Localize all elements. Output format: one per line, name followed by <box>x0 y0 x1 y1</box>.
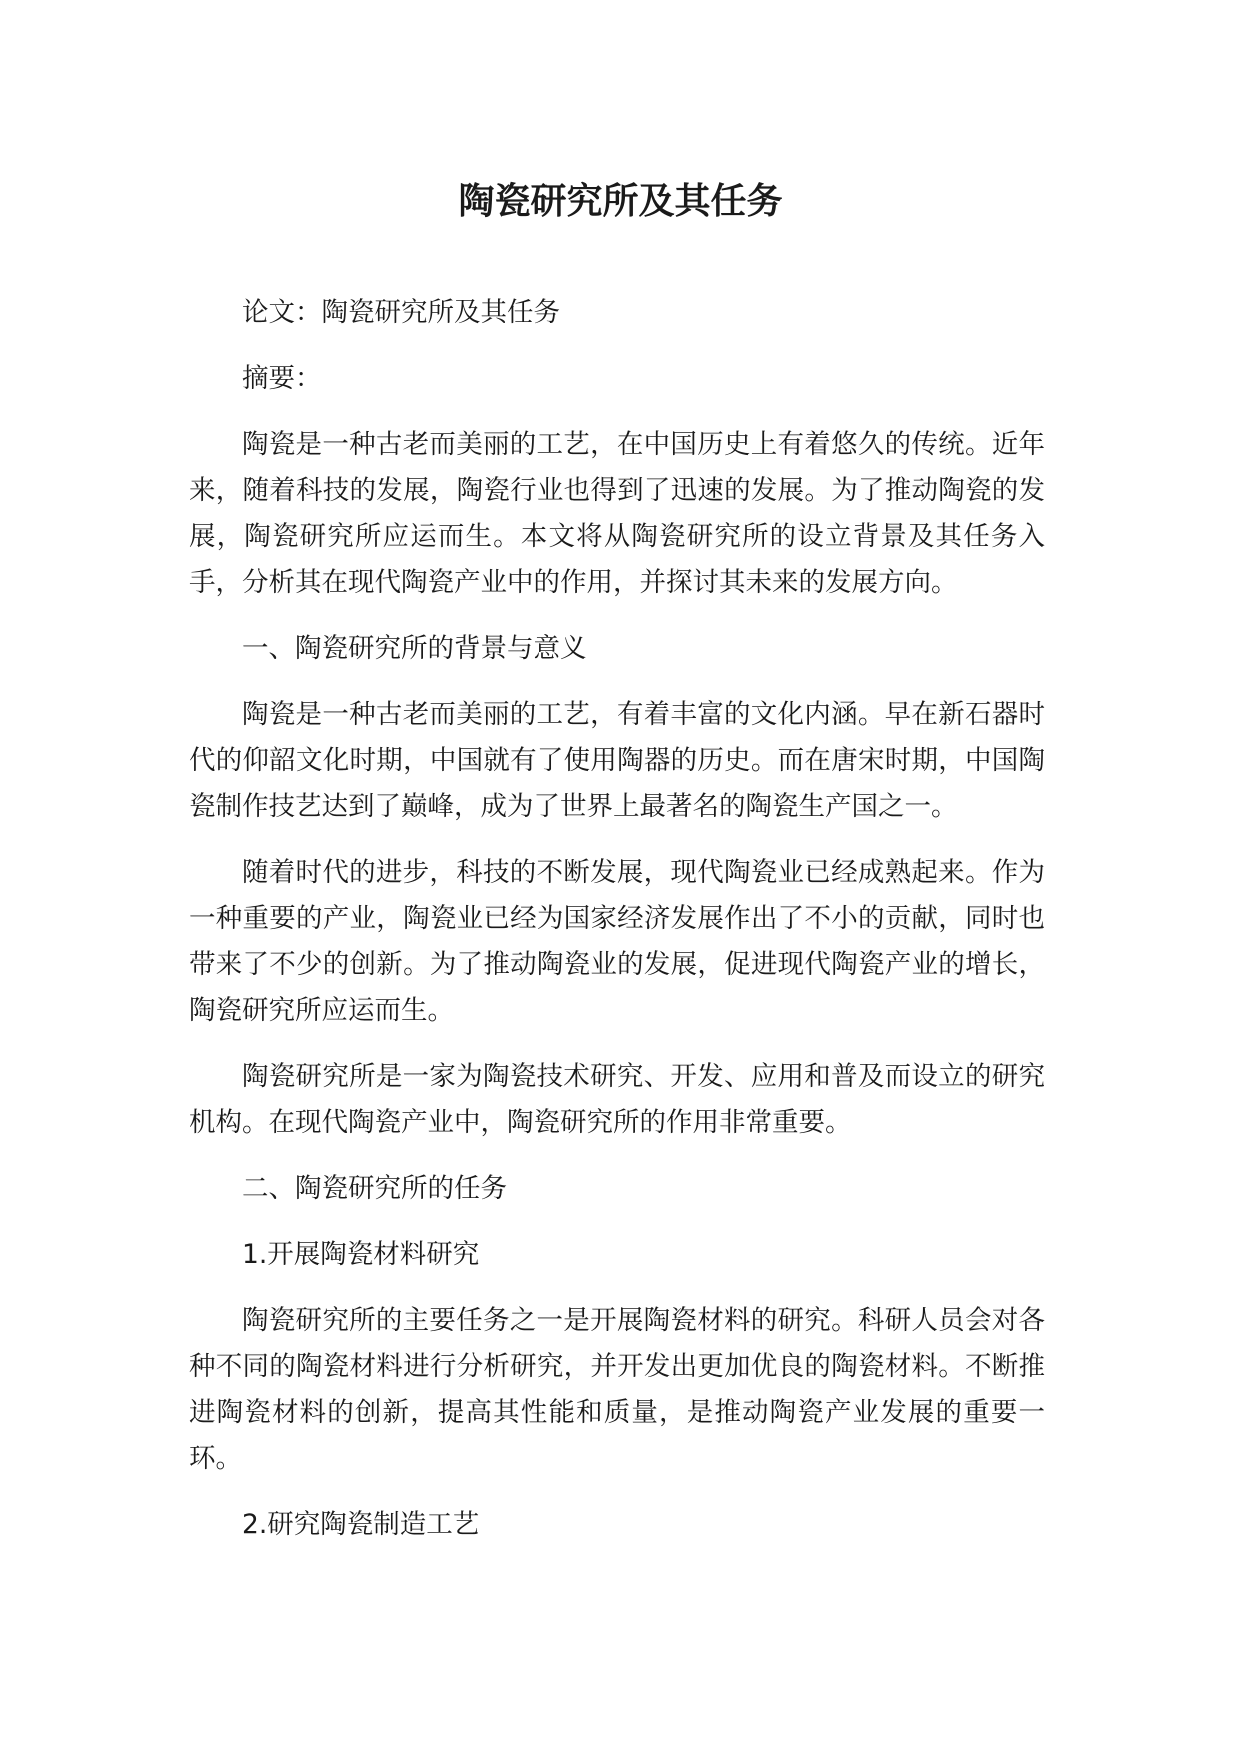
section-heading-1: 一、陶瓷研究所的背景与意义 <box>242 633 587 664</box>
document-title: 陶瓷研究所及其任务 <box>458 181 783 222</box>
document-body <box>189 290 1045 1568</box>
section-heading-2: 二、陶瓷研究所的任务 <box>242 1173 507 1204</box>
paper-label: 论文：陶瓷研究所及其任务 <box>242 297 560 328</box>
subsection-heading-2: 2.研究陶瓷制造工艺 <box>242 1509 480 1540</box>
body-paragraph: 陶瓷研究所是一家为陶瓷技术研究、开发、应用和普及而设立的研究机构。在现代陶瓷产业中，陶瓷研究所的作用非常重要。 <box>189 1061 1045 1138</box>
subsection-heading-1: 1.开展陶瓷材料研究 <box>242 1239 480 1270</box>
body-paragraph: 陶瓷是一种古老而美丽的工艺，有着丰富的文化内涵。早在新石器时代的仰韶文化时期，中国就有了使用陶器的历史。而在唐宋时期，中国陶瓷制作技艺达到了巅峰，成为了世界上最著名的陶瓷生产国之一。 <box>189 699 1045 822</box>
abstract-paragraph: 陶瓷是一种古老而美丽的工艺，在中国历史上有着悠久的传统。近年来，随着科技的发展，陶瓷行业也得到了迅速的发展。为了推动陶瓷的发展，陶瓷研究所应运而生。本文将从陶瓷研究所的设立背景及其任务入手，分析其在现代陶瓷产业中的作用，并探讨其未来的发展方向。 <box>189 429 1045 598</box>
body-paragraph: 随着时代的进步，科技的不断发展，现代陶瓷业已经成熟起来。作为一种重要的产业，陶瓷业已经为国家经济发展作出了不小的贡献，同时也带来了不少的创新。为了推动陶瓷业的发展，促进现代陶瓷产业的增长，陶瓷研究所应运而生。 <box>189 857 1045 1026</box>
abstract-label: 摘要： <box>242 363 322 394</box>
body-paragraph: 陶瓷研究所的主要任务之一是开展陶瓷材料的研究。科研人员会对各种不同的陶瓷材料进行分析研究，并开发出更加优良的陶瓷材料。不断推进陶瓷材料的创新，提高其性能和质量，是推动陶瓷产业发展的重要一环。 <box>189 1305 1045 1474</box>
